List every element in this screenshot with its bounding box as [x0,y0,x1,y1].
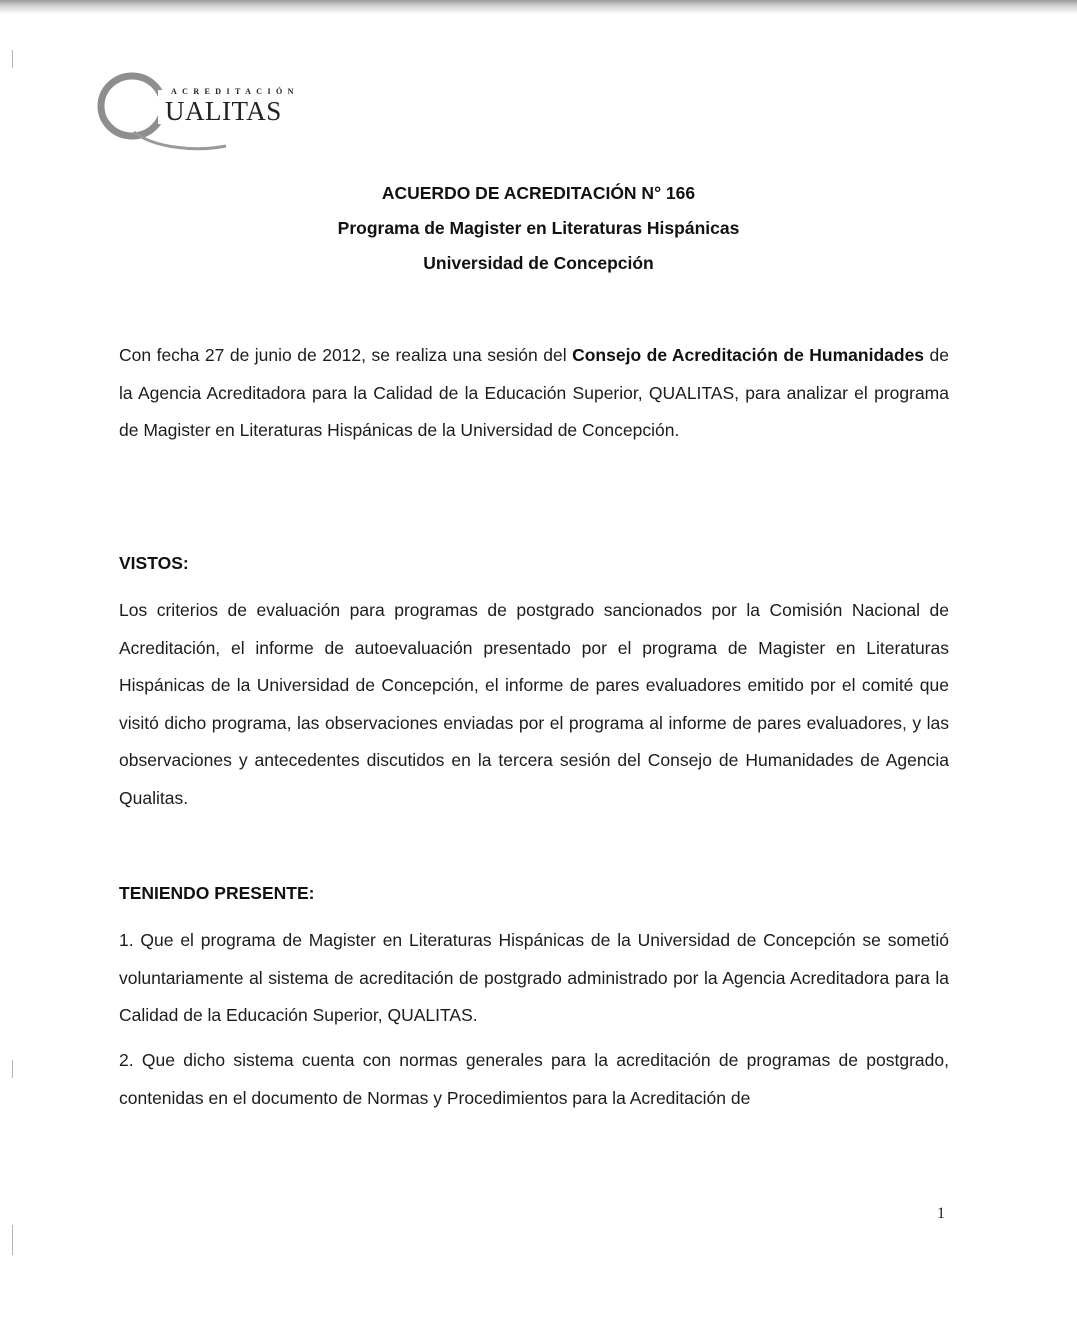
teniendo-item-1: 1. Que el programa de Magister en Literaturas Hispánicas de la Universidad de Concepción se sometió voluntariamente al sistema de acreditación de postgrado administrado por la Agencia Acreditadora para la Calidad de la Educación Superior, QUALITAS. [119,930,949,1025]
teniendo-presente-heading: TENIENDO PRESENTE: [119,883,315,903]
page-number: 1 [937,1205,945,1222]
intro-text-2: de la Agencia Acreditadora para la Calidad de la Educación Superior, QUALITAS, para analizar el programa de Magister en Literaturas Hispánicas de la Universidad de Concepción. [119,345,950,440]
program-name: Programa de Magister en Literaturas Hispánicas [337,218,740,238]
qualitas-logo [96,68,299,158]
scan-edge-mark [12,1060,13,1078]
intro-paragraph [119,337,949,450]
intro-council-name: Consejo de Acreditación de Humanidades [572,345,925,365]
document-header [0,176,1077,281]
scan-shadow [0,0,1077,14]
university-name: Universidad de Concepción [423,253,654,273]
agreement-title: ACUERDO DE ACREDITACIÓN N° 166 [381,183,696,203]
intro-text-1: Con fecha 27 de junio de 2012, se realiza una sesión del [119,345,573,365]
scan-edge-mark [12,50,13,68]
teniendo-item-2: 2. Que dicho sistema cuenta con normas generales para la acreditación de programas de postgrado, contenidas en el documento de Normas y Procedimientos para la Acreditación de [119,1050,949,1108]
logo-ualitas-text: UALITAS [165,96,282,126]
vistos-heading: VISTOS: [119,553,189,573]
scan-edge-mark [12,1225,13,1255]
logo-acreditacion-text: ACREDITACIÓN [171,87,299,96]
vistos-paragraph: Los criterios de evaluación para programas de postgrado sancionados por la Comisión Nacional de Acreditación, el informe de autoevaluación presentado por el programa de Magister en Literaturas Hispánicas de la Universidad de Concepción, el informe de pares evaluadores emitido por el comité que visitó dicho programa, las observaciones enviadas por el programa al informe de pares evaluadores, y las observaciones y antecedentes discutidos en la tercera sesión del Consejo de Humanidades de Agencia Qualitas. [119,600,949,808]
